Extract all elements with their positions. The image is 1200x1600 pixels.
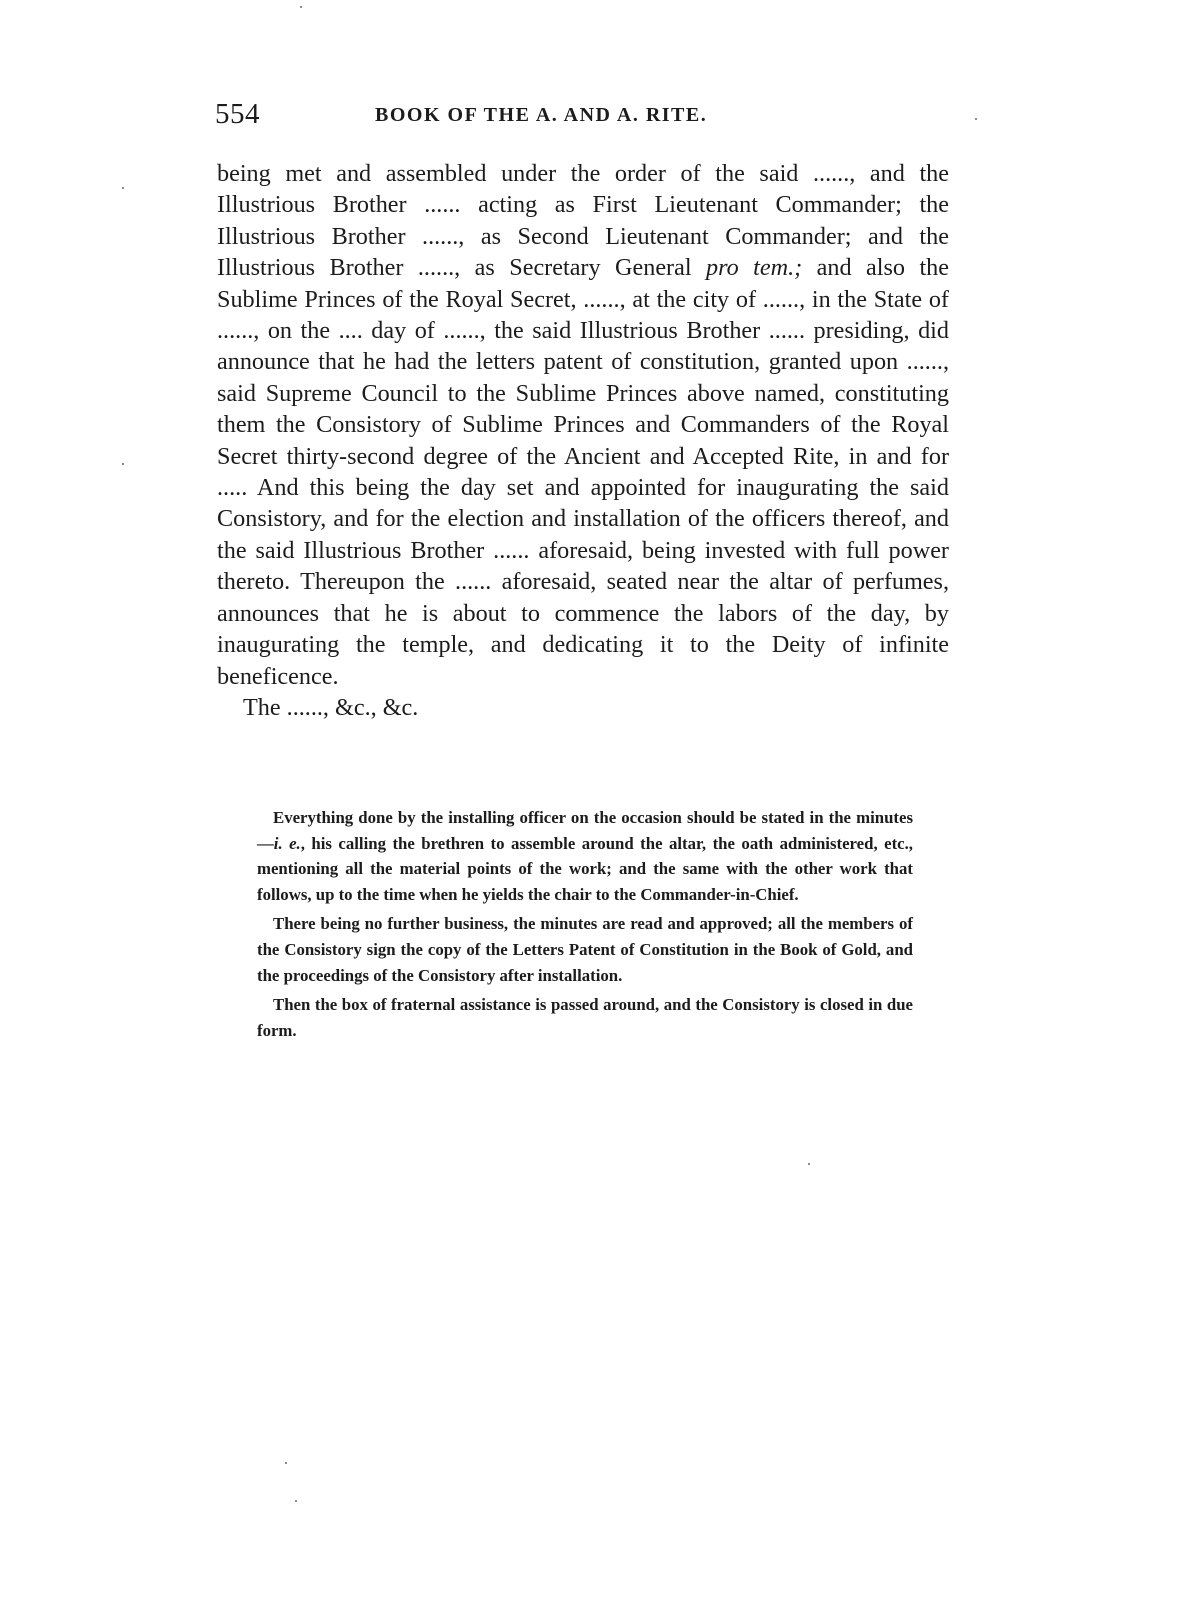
body-paragraph — [217, 158, 949, 692]
italic-phrase: i. e. — [273, 833, 301, 853]
note-paragraph: Then the box of fraternal assistance is passed around, and the Consistory is closed in due form. — [257, 995, 913, 1040]
scan-speck — [122, 463, 124, 465]
body-paragraph: The ......, &c., &c. — [243, 693, 419, 721]
footnotes — [257, 805, 913, 1047]
scan-speck — [122, 187, 124, 189]
body-paragraph-text: and also the Sublime Princes of the Royal Secret, ......, at the city of ......, in the State of ......, on the .... day of ......, the said Illustrious Brother ...... presiding, did announce that he had the letters patent of constitution, granted upon ......, said Supreme Council to the Sublime Princes above named, constituting them the Consistory of Sublime Princes and Commanders of the Royal Secret thirty-second degree of the Ancient and Accepted Rite, in and for ..... And this being the day set and appointed for inaugurating the said Consistory, and for the election and installation of the officers thereof, and the said Illustrious Brother ...... aforesaid, being invested with full power thereto. Thereupon the ...... aforesaid, seated near the altar of perfumes, announces that he is about to commence the labors of the day, by inaugurating the temple, and dedicating it to the Deity of infinite beneficence. — [217, 254, 950, 690]
note-paragraph: There being no further business, the minutes are read and approved; all the members of the Consistory sign the copy of the Letters Patent of Constitution in the Book of Gold, and the proceedings of the Consistory after installation. — [257, 914, 913, 985]
scan-speck — [285, 1462, 287, 1464]
italic-phrase: pro tem.; — [706, 254, 803, 282]
running-head: BOOK OF THE A. AND A. RITE. — [375, 104, 708, 126]
note-text: , his calling the brethren to assemble around the altar, the oath administered, etc., mentioning all the material points of the work; and the same with the other work that follows, up to the time when he yields the chair to the Commander-in-Chief. — [257, 833, 914, 904]
main-text — [217, 158, 949, 723]
scan-speck — [295, 1500, 297, 1502]
scan-speck — [808, 1163, 810, 1165]
scan-speck — [975, 118, 977, 120]
note-paragraph — [257, 805, 913, 907]
page-header — [215, 98, 950, 138]
body-paragraph-text: being met and assembled under the order of the said ......, and the Illustrious Brother ...... acting as First Lieutenant Commander; the Illustrious Brother ......, as Second Lieutenant Commander; and the Illustrious Brother ......, as Secretary General — [217, 160, 949, 282]
scan-speck — [300, 6, 302, 8]
page-number: 554 — [215, 98, 260, 130]
note-text: Everything done by the installing officer on the occasion should be stated in the minutes— — [257, 808, 913, 853]
